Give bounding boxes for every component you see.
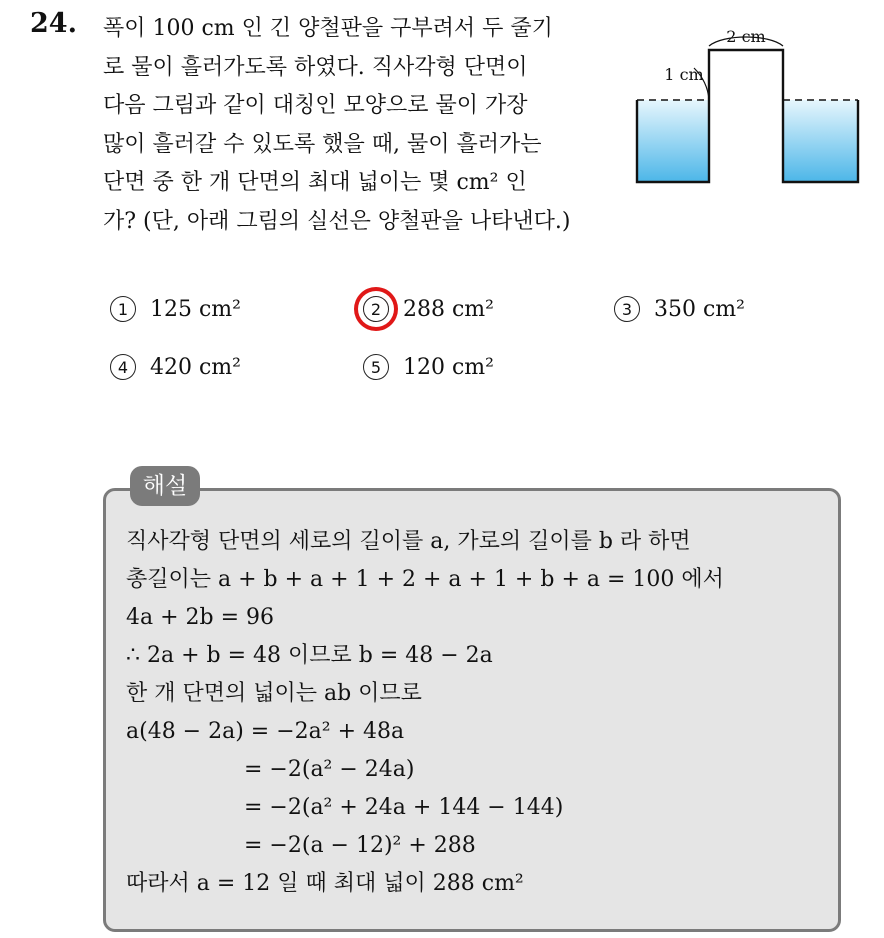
choice-4[interactable] (110, 354, 241, 380)
choice-5[interactable] (363, 354, 494, 380)
choice-text: 120 cm² (403, 354, 494, 380)
choice-marker: 4 (110, 354, 136, 380)
width-label: 2 cm (726, 27, 766, 46)
solution-line: 직사각형 단면의 세로의 길이를 a, 가로의 길이를 b 라 하면 (126, 529, 691, 554)
choice-2[interactable] (363, 296, 494, 322)
solution-line: = −2(a² − 24a) (244, 757, 415, 782)
solution-line: 4a + 2b = 96 (126, 605, 275, 630)
solution-line: 총길이는 a + b + a + 1 + 2 + a + 1 + b + a = 100 에서 (126, 567, 724, 592)
choice-text: 288 cm² (403, 296, 494, 322)
choice-text: 125 cm² (150, 296, 241, 322)
question-line: 다음 그림과 같이 대칭인 모양으로 물이 가장 (103, 93, 528, 118)
solution-line: ∴ 2a + b = 48 이므로 b = 48 − 2a (126, 643, 493, 668)
question-line: 가? (단, 아래 그림의 실선은 양철판을 나타낸다.) (103, 208, 571, 234)
choice-marker: 5 (363, 354, 389, 380)
choice-marker: 3 (614, 296, 640, 322)
solution-line: = −2(a − 12)² + 288 (244, 833, 476, 858)
choice-3[interactable] (614, 296, 745, 322)
choice-text: 420 cm² (150, 354, 241, 380)
solution-line: = −2(a² + 24a + 144 − 144) (244, 795, 564, 820)
gutter-cross-section-diagram (628, 20, 868, 190)
solution-label: 해설 (130, 466, 200, 506)
solution-line: a(48 − 2a) = −2a² + 48a (126, 719, 405, 744)
question-line: 로 물이 흘러가도록 하였다. 직사각형 단면이 (103, 54, 528, 80)
question-line: 폭이 100 cm 인 긴 양철판을 구부려서 두 줄기 (103, 16, 553, 41)
water-left (637, 100, 709, 182)
solution-body (126, 523, 831, 903)
question-number: 24. (30, 8, 77, 39)
question-line: 많이 흘러갈 수 있도록 했을 때, 물이 흘러가는 (103, 131, 542, 157)
choice-1[interactable] (110, 296, 241, 322)
solution-line: 따라서 a = 12 일 때 최대 넓이 288 cm² (126, 871, 524, 896)
question-line: 단면 중 한 개 단면의 최대 넓이는 몇 cm² 인 (103, 170, 527, 195)
choice-marker: 1 (110, 296, 136, 322)
height-label: 1 cm (664, 65, 704, 84)
choice-marker: 2 (363, 296, 389, 322)
water-right (783, 100, 858, 182)
choice-text: 350 cm² (654, 296, 745, 322)
solution-line: 한 개 단면의 넓이는 ab 이므로 (126, 681, 422, 706)
question-text (103, 10, 633, 241)
